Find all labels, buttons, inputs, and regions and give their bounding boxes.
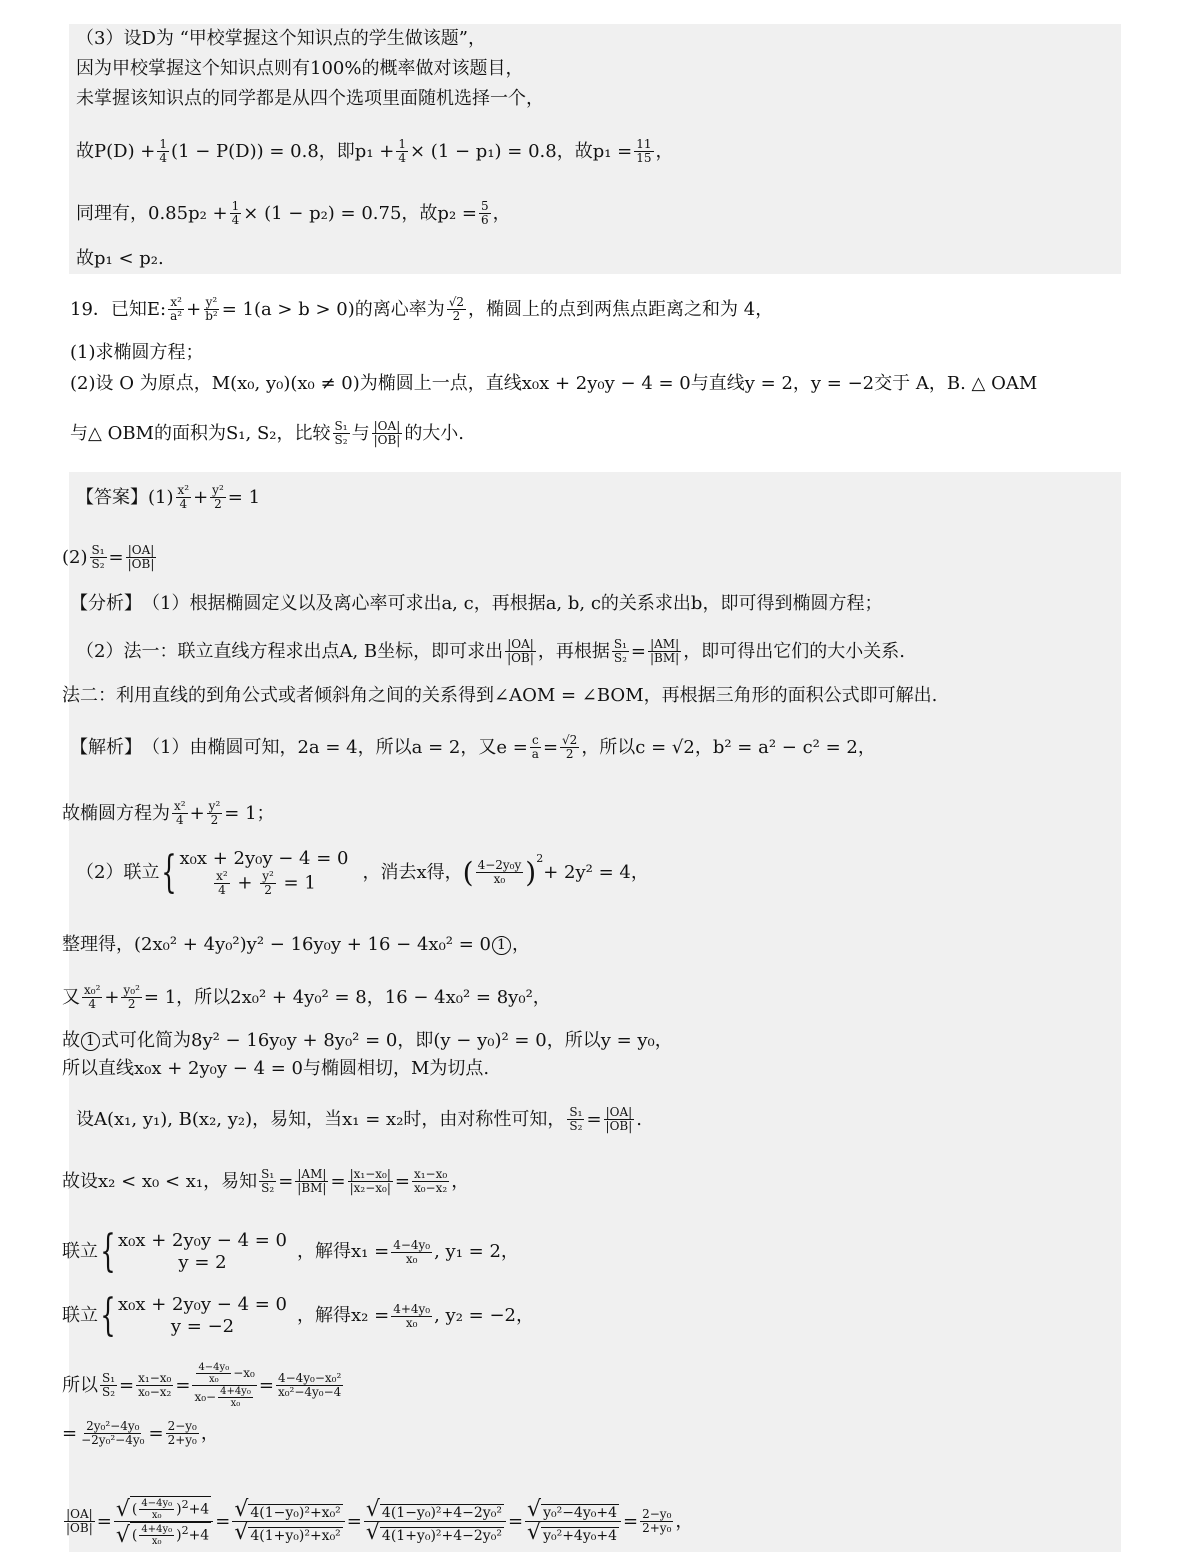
question-number: 19． bbox=[70, 298, 111, 320]
solution-line-8: 设A(x₁, y₁), B(x₂, y₂)，易知，当x₁ = x₂时，由对称性可知， $\frac{\text{S₁}}{\text{S₂}}$ = $\frac{|OA|}{|OB|}$ . bbox=[76, 1105, 643, 1133]
solution-line-13: = $\frac{\text{2y₀²−4y₀}}{\text{−2y₀²−4y₀}}$ = $\frac{\text{2−y₀}}{\text{2+y₀}}$ ， bbox=[62, 1419, 219, 1447]
part3-line-5: 同理有，0.85p₂ + $\frac{1}{4}$ × (1 − p₂) = 0.75，故p₂ = $\frac{5}{6}$ ， bbox=[76, 199, 511, 227]
part3-line-2: 因为甲校掌握这个知识点则有100%的概率做对该题目， bbox=[76, 58, 524, 79]
solution-line-14: $\frac{|OA|}{|OB|}$ = √ ( $\frac{\text{4−4y₀}}{\text{x₀}}$ )$^2$+4 √ ( $\frac{\text{4+4y₀}}{\text{x₀}}$ )$^2$+4 = √ 4(1−y₀)²+x₀² √ 4(1+y₀)²+x₀² = √ 4(1−y₀)²+4−2y₀² √ 4(1+y₀)²+4−2y₀² = √ y₀²−4y₀+4 √ y₀²+4y₀+4 = $\frac{\text{2−y₀}}{\text{2+y₀}}$ ， bbox=[66, 1497, 694, 1549]
solution-line-11: 联立 { x₀x + 2y₀y − 4 = 0 y = −2 ，解得x₂ = $\frac{\text{4+4y₀}}{\text{x₀}}$ , y₂ = −2， bbox=[62, 1290, 534, 1341]
solution-line-5: 又 $\frac{\text{x₀²}}{4}$ + $\frac{\text{y₀²}}{2}$ = 1，所以2x₀² + 4y₀² = 8，16 − 4x₀² = 8y₀²， bbox=[62, 983, 551, 1011]
solution-line-7: 所以直线x₀x + 2y₀y − 4 = 0与椭圆相切，M为切点. bbox=[62, 1058, 490, 1079]
question-19-line-1: 19． 已知E: $\frac{\text{x²}}{\text{a²}}$ + $\frac{\text{y²}}{\text{b²}}$ = 1(a > b > 0)的离心率为 $\frac{√2}{2}$ ，椭圆上的点到两焦点距离之和为 4， bbox=[70, 295, 774, 323]
question-19-line-2: (1)求椭圆方程； bbox=[70, 342, 204, 363]
answer-part2: (2) $\frac{\text{S₁}}{\text{S₂}}$ = $\frac{|OA|}{|OB|}$ bbox=[62, 543, 155, 571]
solution-line-12: 所以 $\frac{\text{S₁}}{\text{S₂}}$ = $\frac{\text{x₁−x₀}}{\text{x₀−x₂}}$ = $\frac{\text{4−4y₀}}{\text{x₀}}$ −x₀ x₀− $\frac{\text{4+4y₀}}{\text{x₀}}$ = $\frac{\text{4−4y₀−x₀²}}{\text{x₀²−4y₀−4}}$ bbox=[62, 1362, 342, 1409]
solution-line-9: 故设x₂ < x₀ < x₁，易知 $\frac{\text{S₁}}{\text{S₂}}$ = $\frac{|AM|}{|BM|}$ = $\frac{\text{|x₁−x₀|}}{\text{|x₂−x₀|}}$ = $\frac{\text{x₁−x₀}}{\text{x₀−x₂}}$ ， bbox=[62, 1167, 470, 1195]
question-19-line-4: 与△ OBM的面积为S₁, S₂，比较 $\frac{\text{S₁}}{\text{S₂}}$ 与 $\frac{|OA|}{|OB|}$ 的大小. bbox=[70, 419, 465, 447]
equation-system: { x₀x + 2y₀y − 4 = 0 $\frac{\text{x²}}{4}$ + $\frac{\text{y²}}{2}$ = 1 bbox=[161, 846, 349, 898]
analysis-line-2: （2）法一：联立直线方程求出点A, B坐标，即可求出 $\frac{|OA|}{|OB|}$ ，再根据 $\frac{\text{S₁}}{\text{S₂}}$ = $\frac{|AM|}{|BM|}$ ，即可得出它们的大小关系. bbox=[76, 637, 905, 665]
analysis-line-3: 法二：利用直线的到角公式或者倾斜角之间的关系得到∠AOM = ∠BOM，再根据三角形的面积公式即可解出. bbox=[62, 685, 938, 706]
part3-line-6: 故p₁ < p₂. bbox=[76, 248, 164, 269]
solution-line-1: 【解析】 （1）由椭圆可知，2a = 4，所以a = 2，又e = $\frac{c}{a}$ = $\frac{√2}{2}$ ，所以c = √2，b² = a² − c² = 2， bbox=[70, 733, 876, 761]
analysis-line-1: 【分析】 （1）根据椭圆定义以及离心率可求出a, c，再根据a, b, c的关系求出b，即可得到椭圆方程； bbox=[70, 593, 883, 614]
part3-line-4: 故P(D) + $\frac{1}{4}$ (1 − P(D)) = 0.8，即p₁ + $\frac{1}{4}$ × (1 − p₁) = 0.8，故p₁ = $\frac{11}{15}$ ， bbox=[76, 137, 674, 165]
complex-fraction: $\frac{\text{4−4y₀}}{\text{x₀}}$ −x₀ x₀− $\frac{\text{4+4y₀}}{\text{x₀}}$ bbox=[194, 1362, 255, 1409]
answer-label: 【答案】 bbox=[76, 486, 148, 508]
solution-line-3: （2）联立 { x₀x + 2y₀y − 4 = 0 $\frac{\text{x²}}{4}$ + $\frac{\text{y²}}{2}$ = 1 ，消去x得， ( $\frac{\text{4−2y₀y}}{\text{x₀}}$ ) $^2$ + 2y² = 4， bbox=[76, 846, 649, 898]
part3-line-1: （3）设D为 “甲校掌握这个知识点的学生做该题”， bbox=[76, 28, 487, 49]
solution-line-6: 故 1 式可化简为8y² − 16y₀y + 8y₀² = 0，即(y − y₀)² = 0，所以y = y₀， bbox=[62, 1030, 673, 1051]
solution-line-2: 故椭圆方程为 $\frac{\text{x²}}{4}$ + $\frac{\text{y²}}{2}$ = 1； bbox=[62, 799, 275, 827]
analysis-label: 【分析】 bbox=[70, 593, 142, 614]
solution-line-4: 整理得，(2x₀² + 4y₀²)y² − 16y₀y + 16 − 4x₀² = 0 1 ， bbox=[62, 934, 530, 955]
part3-line-3: 未掌握该知识点的同学都是从四个选项里面随机选择一个， bbox=[76, 88, 544, 109]
solution-label: 【解析】 bbox=[70, 736, 142, 758]
circled-number-1: 1 bbox=[492, 936, 511, 955]
question-19-line-3: (2)设 O 为原点，M(x₀, y₀)(x₀ ≠ 0)为椭圆上一点，直线x₀x + 2y₀y − 4 = 0与直线y = 2，y = −2交于 A，B. △ OAM bbox=[70, 373, 1038, 394]
solution-line-10: 联立 { x₀x + 2y₀y − 4 = 0 y = 2 ，解得x₁ = $\frac{\text{4−4y₀}}{\text{x₀}}$ , y₁ = 2， bbox=[62, 1226, 519, 1277]
circled-number-1: 1 bbox=[81, 1032, 100, 1051]
answer-part1: 【答案】 (1) $\frac{\text{x²}}{4}$ + $\frac{\text{y²}}{2}$ = 1 bbox=[76, 483, 261, 511]
